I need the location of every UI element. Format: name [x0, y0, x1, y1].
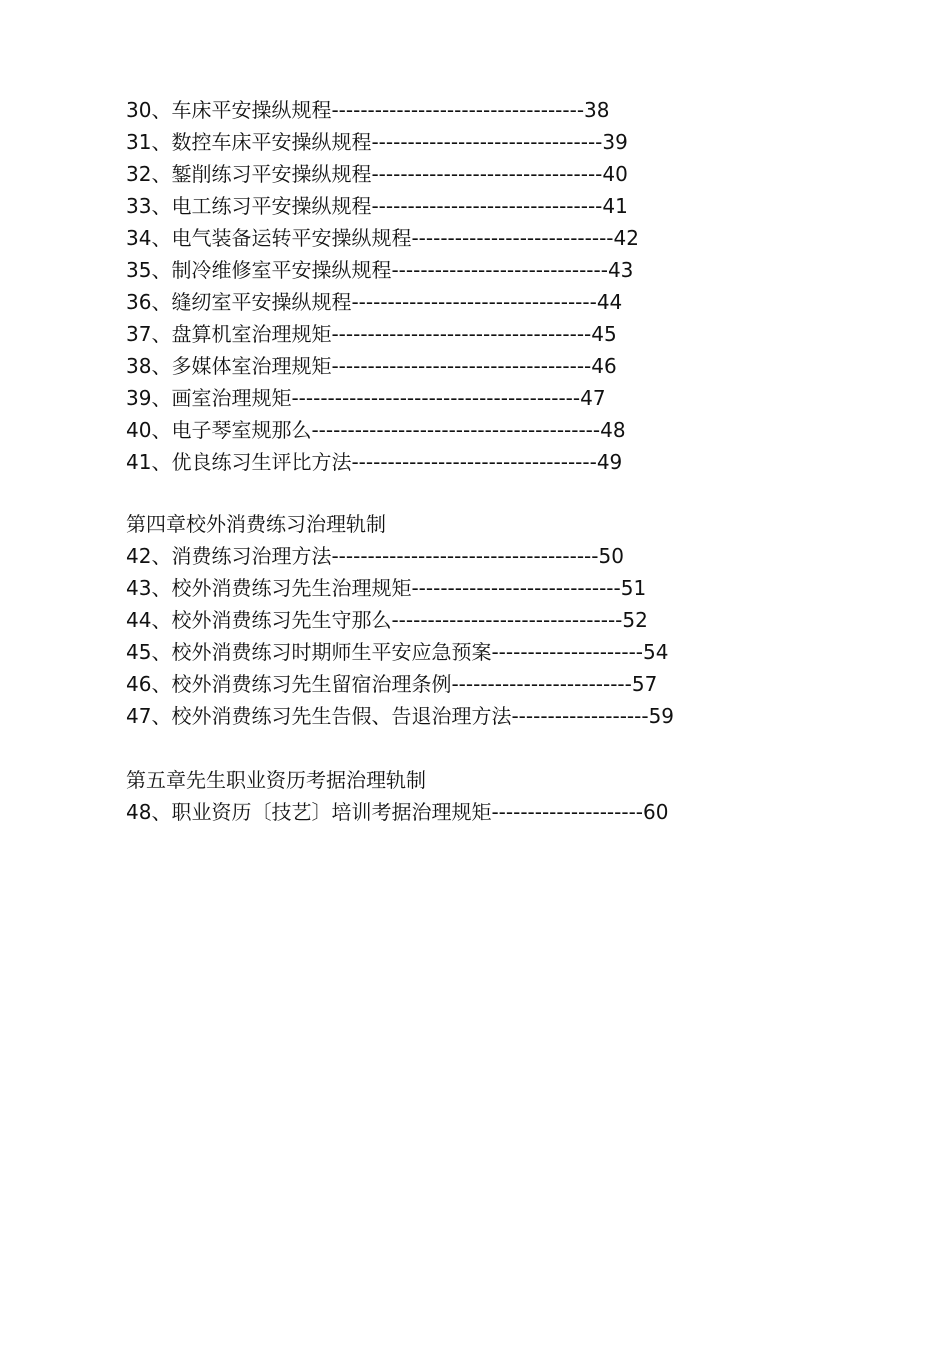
chapter-heading: 第四章校外消费练习治理轨制	[126, 512, 386, 536]
toc-entry: 34、电气装备运转平安操纵规程----------------------------42	[126, 226, 639, 250]
toc-entry: 45、校外消费练习时期师生平安应急预案---------------------54	[126, 640, 669, 664]
toc-section-safety	[126, 94, 639, 478]
toc-entry: 47、校外消费练习先生告假、告退治理方法-------------------59	[126, 704, 675, 728]
toc-entry: 33、电工练习平安操纵规程--------------------------------41	[126, 194, 628, 218]
chapter-heading: 第五章先生职业资历考据治理轨制	[126, 768, 426, 792]
toc-entry: 38、多媒体室治理规矩------------------------------------46	[126, 354, 617, 378]
toc-entry: 37、盘算机室治理规矩------------------------------------45	[126, 322, 617, 346]
toc-entry: 32、錾削练习平安操纵规程--------------------------------40	[126, 162, 628, 186]
toc-section-chapter-5	[126, 764, 668, 828]
toc-entry: 42、消费练习治理方法-------------------------------------50	[126, 544, 624, 568]
toc-entry: 35、制冷维修室平安操纵规程------------------------------43	[126, 258, 634, 282]
toc-entry: 31、数控车床平安操纵规程--------------------------------39	[126, 130, 628, 154]
toc-section-chapter-4	[126, 508, 674, 732]
toc-entry: 46、校外消费练习先生留宿治理条例-------------------------57	[126, 672, 658, 696]
toc-entry: 36、缝纫室平安操纵规程----------------------------------44	[126, 290, 623, 314]
toc-entry: 39、画室治理规矩----------------------------------------47	[126, 386, 606, 410]
toc-entry: 48、职业资历〔技艺〕培训考据治理规矩---------------------60	[126, 800, 669, 824]
toc-entry: 41、优良练习生评比方法----------------------------------49	[126, 450, 623, 474]
toc-entry: 30、车床平安操纵规程-----------------------------------38	[126, 98, 610, 122]
toc-entry: 40、电子琴室规那么----------------------------------------48	[126, 418, 626, 442]
toc-entry: 44、校外消费练习先生守那么--------------------------------52	[126, 608, 648, 632]
toc-entry: 43、校外消费练习先生治理规矩-----------------------------51	[126, 576, 647, 600]
